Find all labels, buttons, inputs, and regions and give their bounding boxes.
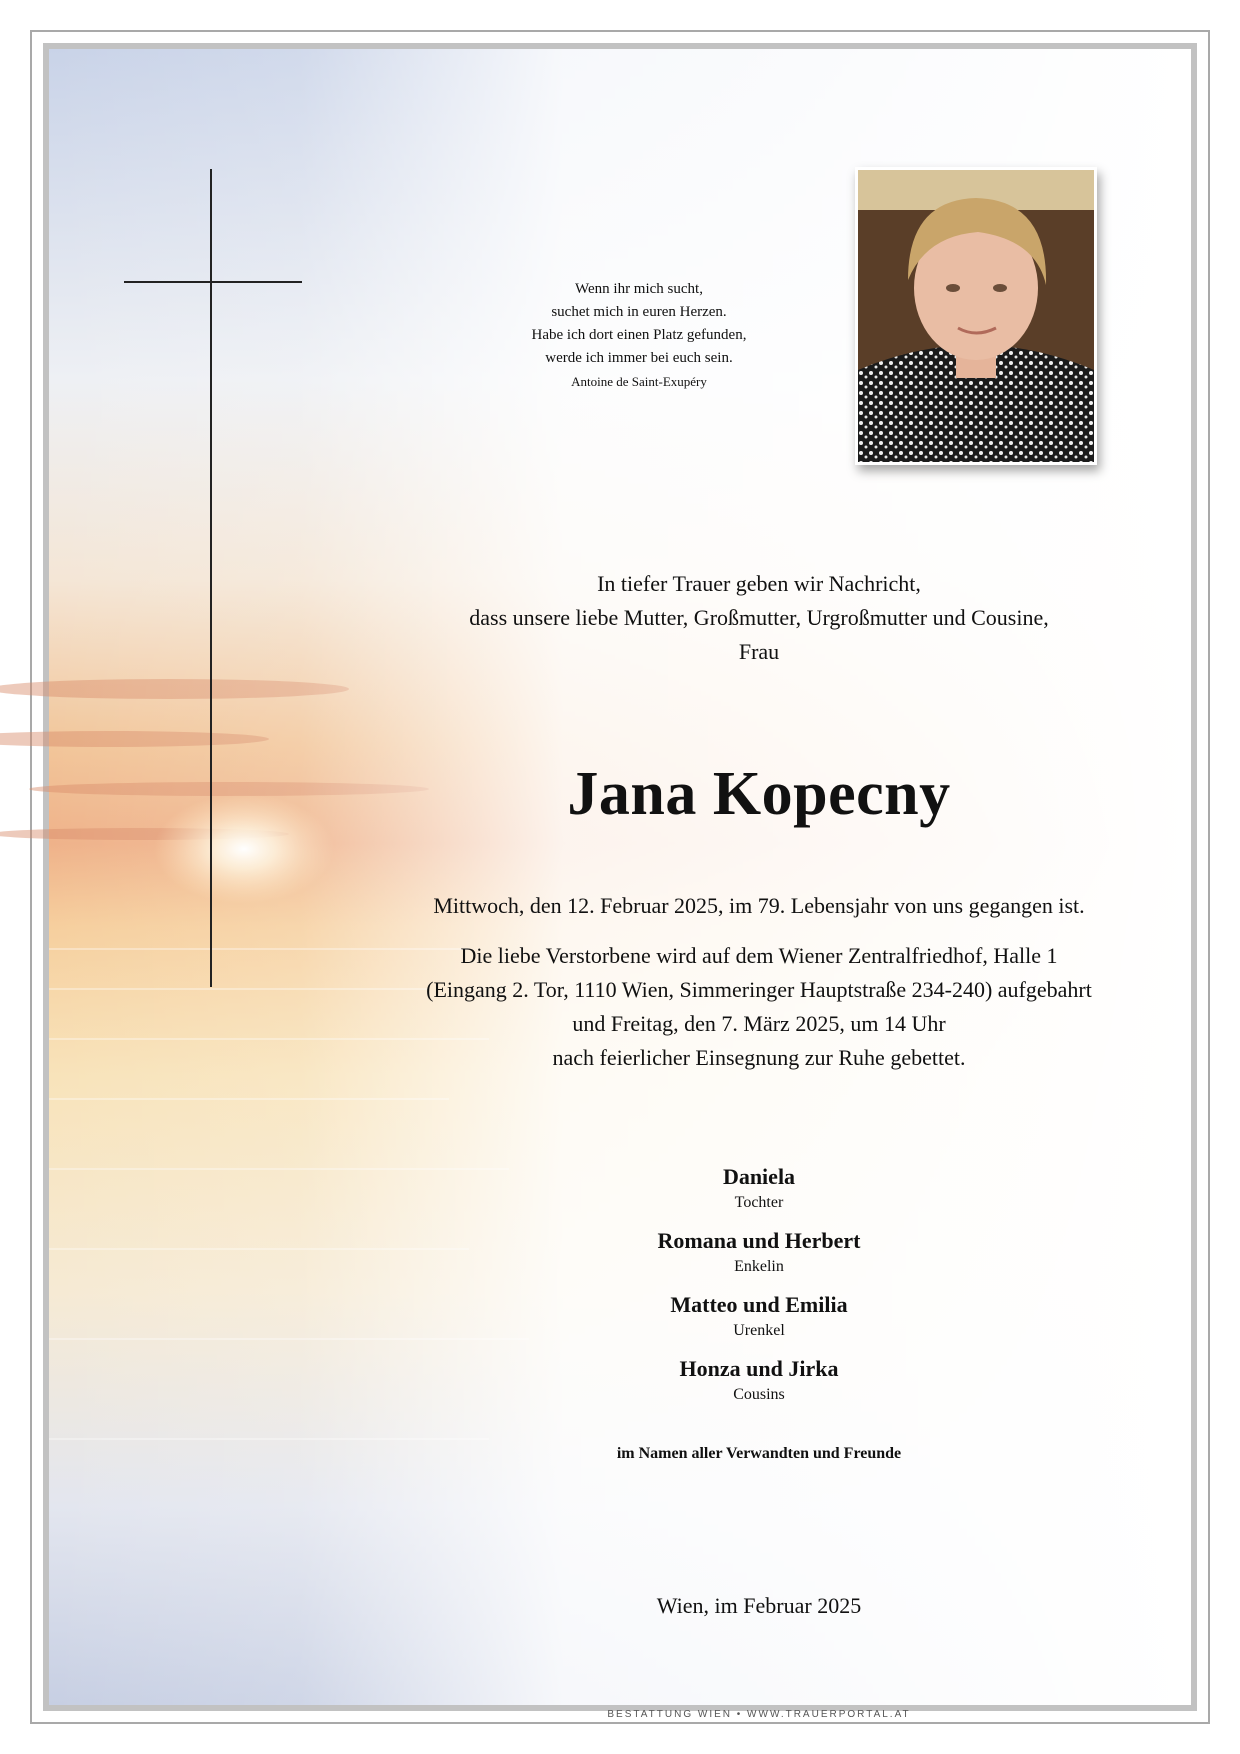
mourner-entry xyxy=(339,1290,1179,1342)
funeral-line: und Freitag, den 7. März 2025, um 14 Uhr xyxy=(572,1011,946,1036)
quote-line: werde ich immer bei euch sein. xyxy=(545,350,733,366)
death-date-line: Mittwoch, den 12. Februar 2025, im 79. Lebensjahr von uns gegangen ist. xyxy=(433,893,1085,918)
quote-line: suchet mich in euren Herzen. xyxy=(551,304,727,320)
funeral-line: Die liebe Verstorbene wird auf dem Wiener Zentralfriedhof, Halle 1 xyxy=(460,943,1058,968)
funeral-details xyxy=(339,939,1179,1075)
cross-horizontal xyxy=(124,281,302,283)
mourner-name: Daniela xyxy=(722,1164,796,1189)
intro-line: Frau xyxy=(738,639,780,664)
mourner-entry xyxy=(339,1354,1179,1406)
intro-line: dass unsere liebe Mutter, Großmutter, Urgroßmutter und Cousine, xyxy=(469,605,1049,630)
quote-block xyxy=(419,278,859,393)
funeral-line: (Eingang 2. Tor, 1110 Wien, Simmeringer Hauptstraße 234-240) aufgebahrt xyxy=(426,977,1092,1002)
notice-card xyxy=(43,43,1197,1720)
mourner-name: Matteo und Emilia xyxy=(670,1292,848,1317)
quote-line: Habe ich dort einen Platz gefunden, xyxy=(531,327,747,343)
quote-author: Antoine de Saint-Exupéry xyxy=(571,374,707,389)
mourner-name: Honza und Jirka xyxy=(679,1356,839,1381)
mourner-relation: Cousins xyxy=(733,1386,785,1403)
on-behalf-line: im Namen aller Verwandten und Freunde xyxy=(616,1445,902,1462)
cross-vertical xyxy=(210,169,212,987)
place-date: Wien, im Februar 2025 xyxy=(656,1593,862,1618)
mourner-relation: Enkelin xyxy=(734,1258,784,1275)
portrait-photo xyxy=(855,167,1097,465)
mourner-relation: Tochter xyxy=(734,1194,784,1211)
funeral-line: nach feierlicher Einsegnung zur Ruhe gebettet. xyxy=(552,1045,966,1070)
mourner-relation: Urenkel xyxy=(733,1322,785,1339)
mourner-name: Romana und Herbert xyxy=(657,1228,861,1253)
footer-credit: BESTATTUNG WIEN • WWW.TRAUERPORTAL.AT xyxy=(607,1709,911,1720)
intro-line: In tiefer Trauer geben wir Nachricht, xyxy=(597,571,921,596)
deceased-name: Jana Kopecny xyxy=(567,760,951,828)
mourners-list xyxy=(339,1162,1179,1418)
intro-text xyxy=(339,567,1179,669)
quote-line: Wenn ihr mich sucht, xyxy=(575,281,703,297)
portrait-illustration xyxy=(858,170,1094,462)
mourner-entry xyxy=(339,1162,1179,1214)
mourner-entry xyxy=(339,1226,1179,1278)
